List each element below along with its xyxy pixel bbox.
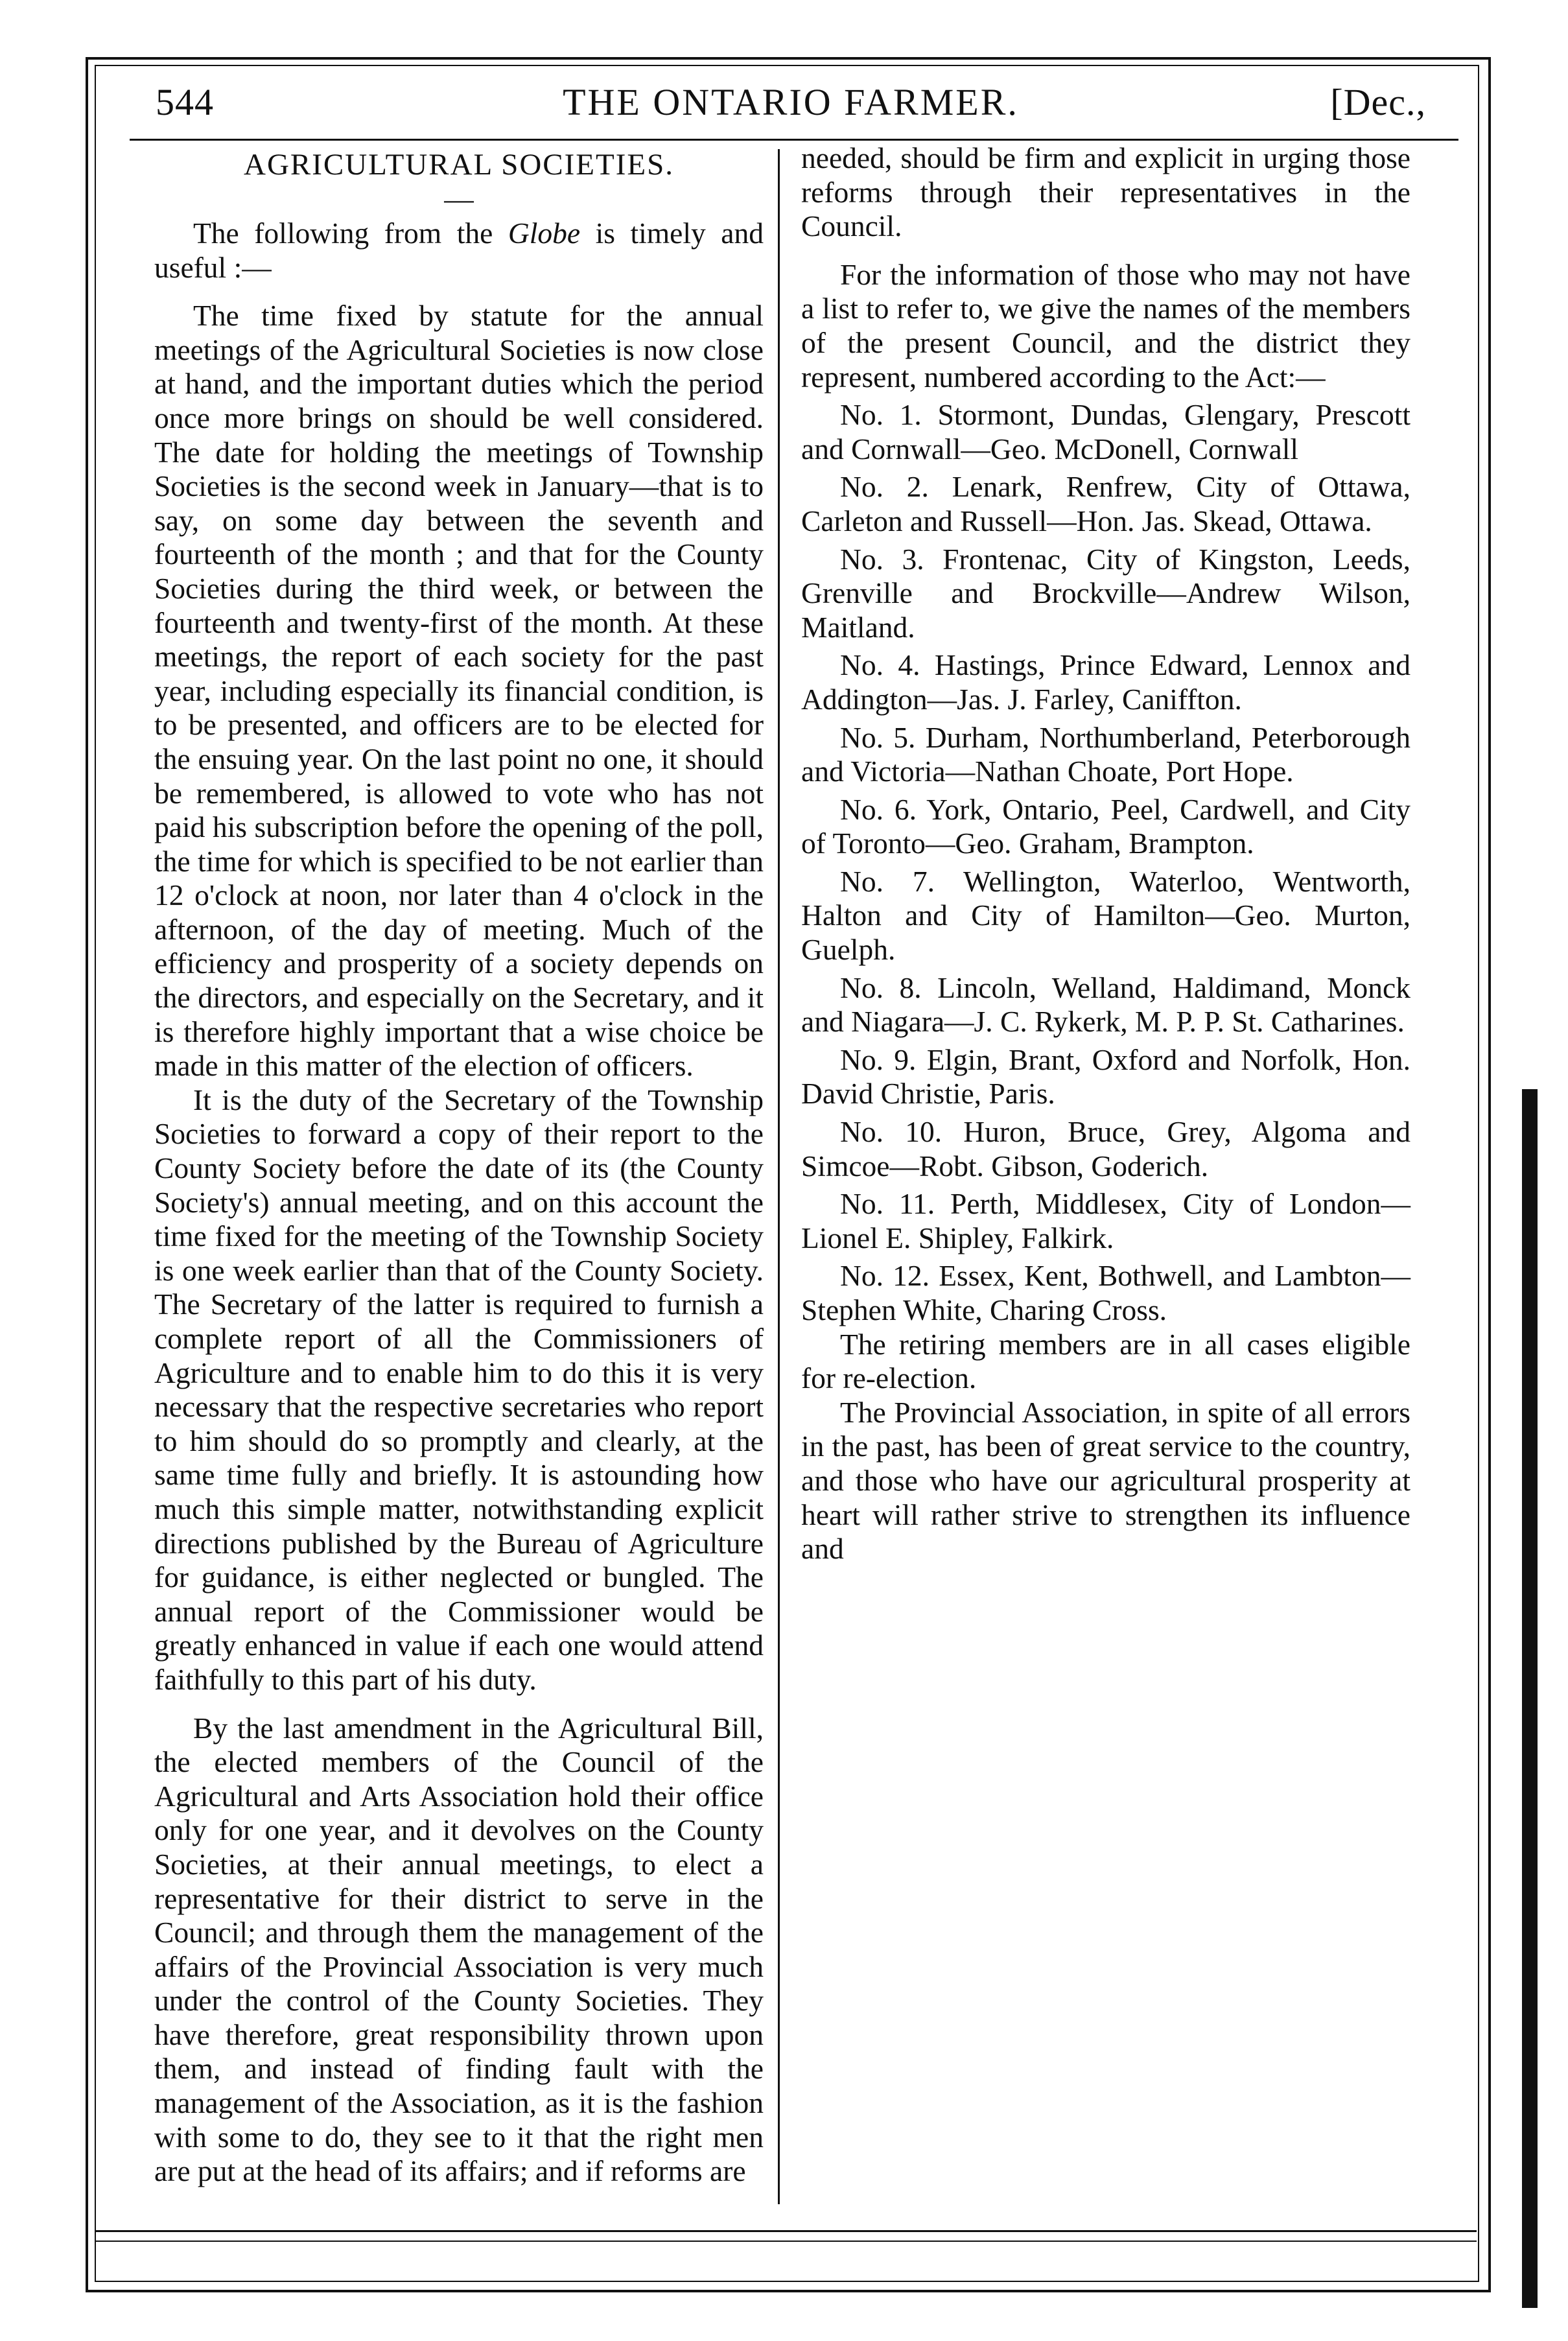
article-intro: The following from the Globe is timely and useful :— [154,217,764,284]
council-entry: No. 4. Hastings, Prince Edward, Lennox and Addington—Jas. J. Farley, Caniffton. [801,648,1410,716]
paragraph-1: The time fixed by statute for the annual meetings of the Agricultural Societies is now close at hand, and the important duties which the period once more brings on should be well considered. The date for holding the meetings of Township Societies is the second week in January—that is to say, on some day between the seventh and fourteenth of the month ; and that for the County Societies during the third week, or between the fourteenth and twenty-first of the month. At these meetings, the report of each society for the past year, including especially its financial condition, is to be presented, and officers are to be elected for the ensuing year. On the last point no one, it should be remembered, is allowed to vote who has not paid his subscription before the opening of the poll, the time for which is specified to be not earlier than 12 o'clock at noon, nor later than 4 o'clock in the afternoon, of the day of meeting. Much of the efficiency and prosperity of a society depends on the directors, and especially on the Secretary, and it is therefore highly important that a wise choice be made in this matter of the election of officers. [154,299,764,1083]
council-entry: No. 7. Wellington, Waterloo, Wentworth, Halton and City of Hamilton—Geo. Murton, Guelph. [801,864,1410,967]
paragraph-3-continued: needed, should be firm and explicit in urging those reforms through their representatives in the Council. [801,141,1410,243]
council-entry: No. 8. Lincoln, Welland, Haldimand, Monck and Niagara—J. C. Rykerk, M. P. P. St. Catharines. [801,971,1410,1039]
paragraph-3: By the last amendment in the Agricultural Bill, the elected members of the Council of the Agricultural and Arts Association hold their office only for one year, and it devolves on the County Societies, at their annual meetings, to elect a representative for their district to serve in the Council; and through them the management of the affairs of the Provincial Association is very much under the control of the County Societies. They have therefore, great responsibility thrown upon them, and instead of finding fault with the management of the Association, as it is the fashion with some to do, they see to it that the right men are put at the head of its affairs; and if reforms are [154,1711,764,2188]
council-entry: No. 12. Essex, Kent, Bothwell, and Lambton—Stephen White, Charing Cross. [801,1259,1410,1326]
column-rule [778,149,780,2204]
paragraph-2: It is the duty of the Secretary of the Township Societies to forward a copy of their report to the County Society before the date of its (the County Society's) annual meeting, and on this account the time fixed for the meeting of the Township Society is one week earlier than that of the County Society. The Secretary of the latter is required to furnish a complete report of all the Commissioners of Agriculture and to enable him to do this it is very necessary that the respective secretaries who report to him should do so promptly and clearly, at the same time fully and briefly. It is astounding how much this simple matter, notwithstanding explicit directions published by the Bureau of Agriculture for guidance, is either neglected or bungled. The annual report of the Commissioner would be greatly enhanced in value if each one would attend faithfully to this part of his duty. [154,1083,764,1696]
article-heading: AGRICULTURAL SOCIETIES. [244,148,674,182]
council-entry: No. 1. Stormont, Dundas, Glengary, Prescott and Cornwall—Geo. McDonell, Cornwall [801,398,1410,465]
running-header [156,75,1426,147]
council-entry: No. 11. Perth, Middlesex, City of London—Lionel E. Shipley, Falkirk. [801,1187,1410,1254]
journal-title: THE ONTARIO FARMER. [563,81,1019,123]
council-entry: No. 3. Frontenac, City of Kingston, Leeds, Grenville and Brockville—Andrew Wilson, Maitland. [801,542,1410,644]
header-rule [130,139,1458,141]
closing-paragraph-1: The retiring members are in all cases eligible for re-election. [801,1327,1410,1395]
issue-month: [Dec., [1330,81,1426,123]
heading-dash: — [444,182,474,215]
left-column [154,147,764,2189]
scan-margin-bar [1522,1089,1538,2308]
council-list [801,398,1410,1327]
paragraph-4: For the information of those who may not have a list to refer to, we give the names of the members of the present Council, and the district they represent, numbered according to the Act:— [801,257,1410,394]
source-name: Globe [508,217,581,250]
page-number: 544 [156,81,214,123]
council-entry: No. 10. Huron, Bruce, Grey, Algoma and Simcoe—Robt. Gibson, Goderich. [801,1115,1410,1182]
footer-rule-double [95,2241,1477,2242]
council-entry: No. 5. Durham, Northumberland, Peterborough and Victoria—Nathan Choate, Port Hope. [801,720,1410,788]
footer-rule [95,2230,1477,2232]
closing-paragraph-2: The Provincial Association, in spite of all errors in the past, has been of great service to the country, and those who have our agricultural prosperity at heart will rather strive to strengthen its influence and [801,1395,1410,1566]
council-entry: No. 2. Lenark, Renfrew, City of Ottawa, Carleton and Russell—Hon. Jas. Skead, Ottawa. [801,470,1410,537]
council-entry: No. 9. Elgin, Brant, Oxford and Norfolk, Hon. David Christie, Paris. [801,1042,1410,1111]
right-column [801,141,1410,1566]
council-entry: No. 6. York, Ontario, Peel, Cardwell, and City of Toronto—Geo. Graham, Brampton. [801,792,1410,860]
